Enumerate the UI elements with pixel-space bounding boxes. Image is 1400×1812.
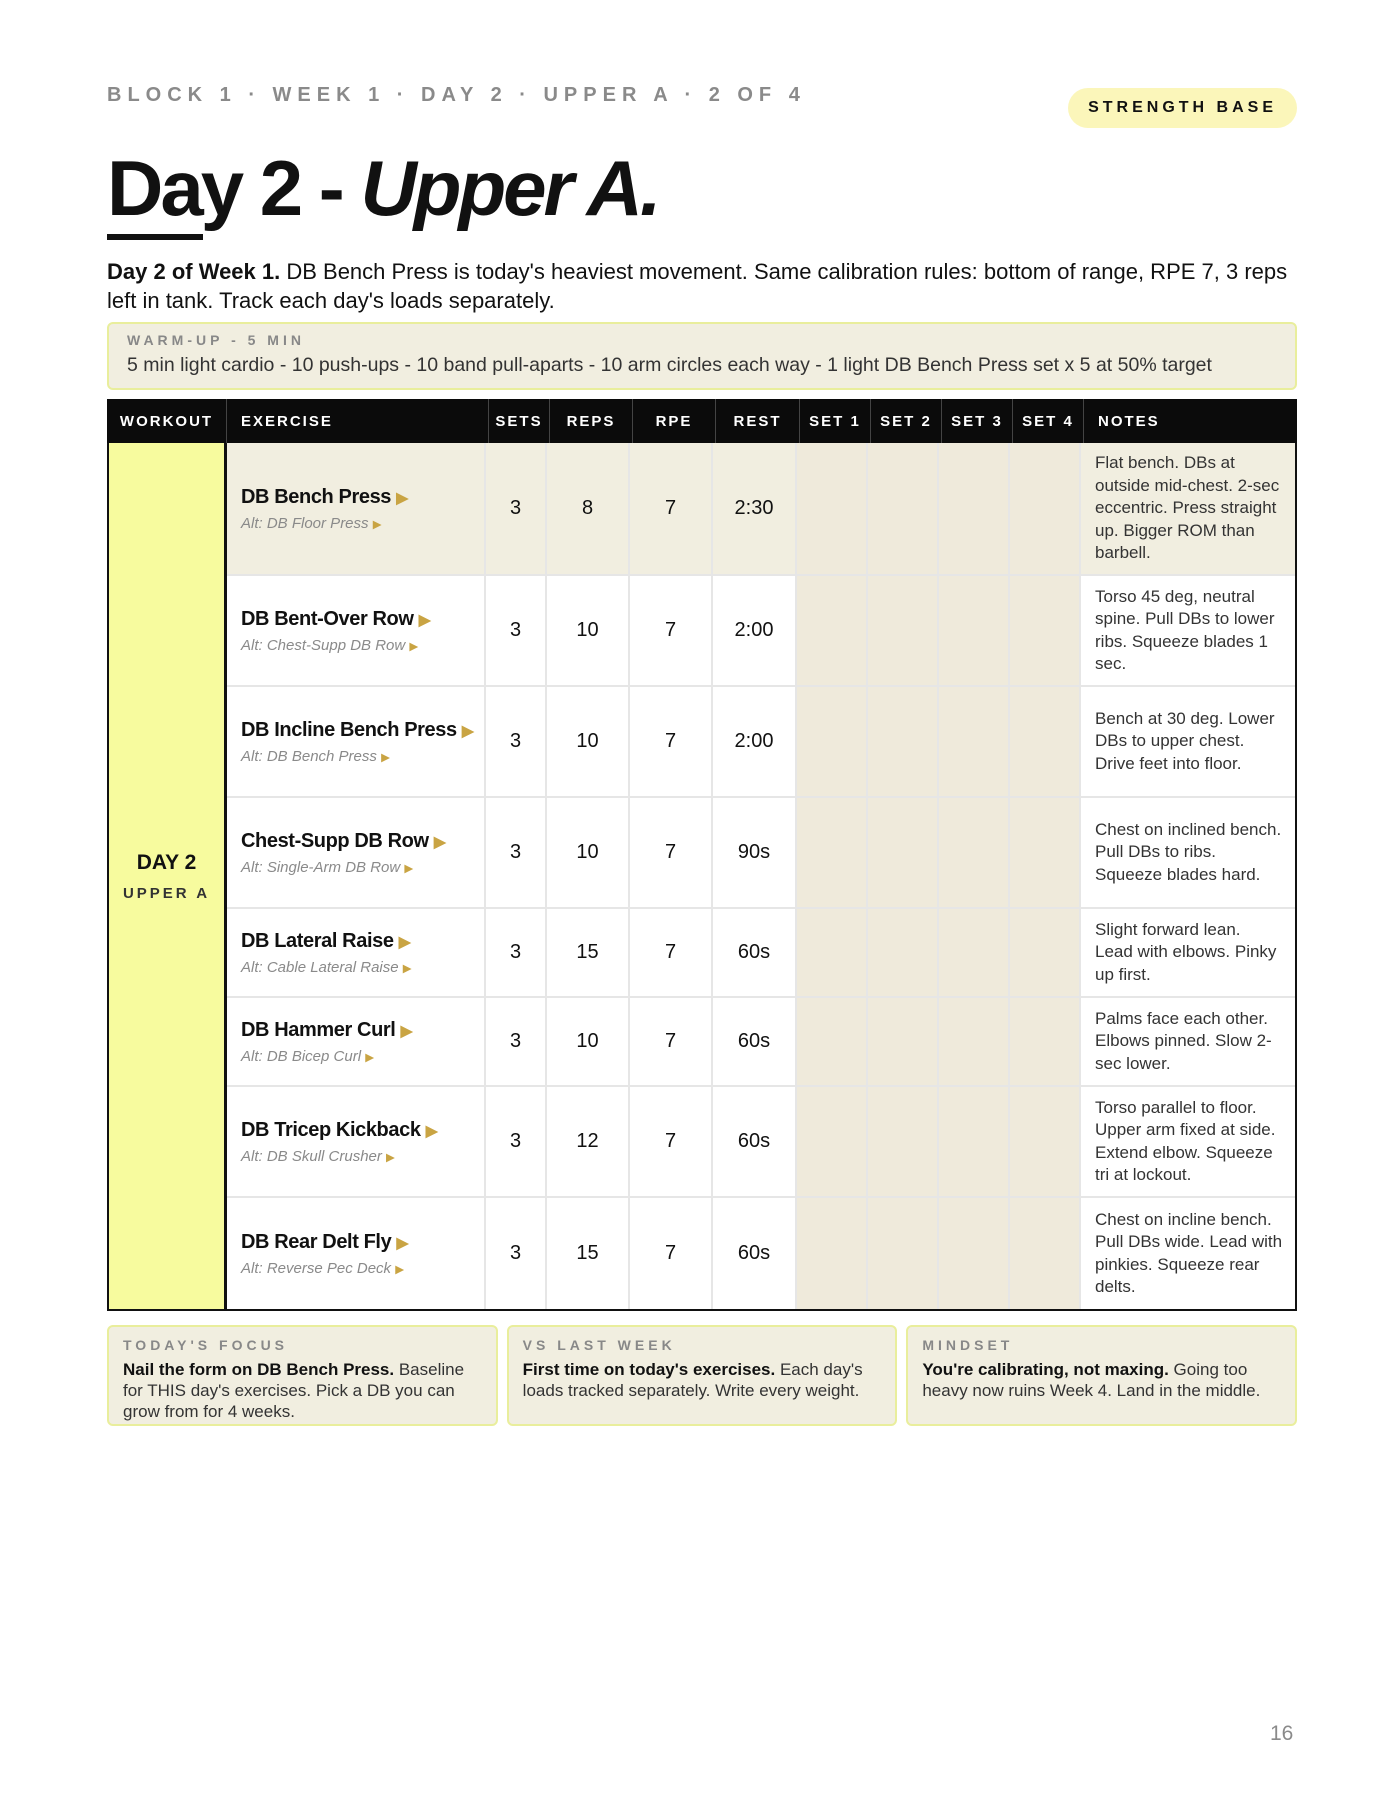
rest-value: 90s xyxy=(713,798,797,907)
set-1-log[interactable] xyxy=(797,1087,868,1196)
play-triangle-icon[interactable]: ▶ xyxy=(418,612,431,629)
table-header xyxy=(107,399,1297,443)
info-cards xyxy=(107,1325,1297,1426)
exercise-name-text: DB Rear Delt Fly xyxy=(241,1231,392,1253)
set-2-log[interactable] xyxy=(868,909,939,996)
play-triangle-icon[interactable]: ▶ xyxy=(425,1123,438,1140)
alternate-exercise-text: Alt: Single-Arm DB Row xyxy=(241,859,401,876)
sets-value: 3 xyxy=(486,443,547,574)
exercise-name-text: DB Lateral Raise xyxy=(241,930,394,952)
play-triangle-icon[interactable]: ▶ xyxy=(381,751,391,764)
card-text xyxy=(523,1359,882,1401)
alternate-exercise[interactable] xyxy=(241,748,390,765)
rpe-value: 7 xyxy=(630,443,713,574)
header-reps: REPS xyxy=(550,399,633,443)
day-cell xyxy=(107,443,227,1309)
exercise-name[interactable] xyxy=(241,929,410,955)
play-triangle-icon[interactable]: ▶ xyxy=(395,1263,405,1276)
set-2-log[interactable] xyxy=(868,798,939,907)
rpe-value: 7 xyxy=(630,798,713,907)
set-1-log[interactable] xyxy=(797,798,868,907)
exercise-name[interactable] xyxy=(241,1018,412,1044)
exercise-name-text: DB Hammer Curl xyxy=(241,1019,396,1041)
play-triangle-icon[interactable]: ▶ xyxy=(433,834,446,851)
title-italic: Upper A. xyxy=(360,144,659,232)
exercise-cell xyxy=(227,998,486,1085)
header-set-3: SET 3 xyxy=(942,399,1013,443)
sets-value: 3 xyxy=(486,1087,547,1196)
exercise-cell xyxy=(227,687,486,796)
exercise-name[interactable] xyxy=(241,718,474,744)
alternate-exercise[interactable] xyxy=(241,637,418,654)
card-body: Going too heavy now ruins Week 4. Land in the middle. xyxy=(922,1360,1261,1400)
card-lead: You're calibrating, not maxing. xyxy=(922,1360,1169,1379)
set-1-log[interactable] xyxy=(797,576,868,685)
play-triangle-icon[interactable]: ▶ xyxy=(396,490,408,507)
card-todays-focus xyxy=(107,1325,498,1426)
exercise-cell xyxy=(227,1198,486,1309)
exercise-name-text: Chest-Supp DB Row xyxy=(241,830,429,852)
page-title xyxy=(107,144,659,232)
exercise-cell xyxy=(227,1087,486,1196)
set-3-log[interactable] xyxy=(939,1087,1010,1196)
card-text xyxy=(922,1359,1281,1401)
play-triangle-icon[interactable]: ▶ xyxy=(402,962,412,975)
sets-value: 3 xyxy=(486,798,547,907)
set-2-log[interactable] xyxy=(868,576,939,685)
set-3-log[interactable] xyxy=(939,798,1010,907)
set-3-log[interactable] xyxy=(939,909,1010,996)
rest-value: 2:00 xyxy=(713,687,797,796)
set-4-log[interactable] xyxy=(1010,687,1081,796)
table-row xyxy=(227,687,1295,798)
set-4-log[interactable] xyxy=(1010,909,1081,996)
sets-value: 3 xyxy=(486,1198,547,1309)
card-body: Each day's loads tracked separately. Write every weight. xyxy=(522,1360,863,1400)
exercise-name[interactable] xyxy=(241,1230,408,1256)
rest-value: 2:30 xyxy=(713,443,797,574)
notes-cell: Slight forward lean. Lead with elbows. Pinky up first. xyxy=(1095,919,1277,984)
header-exercise: EXERCISE xyxy=(227,399,489,443)
exercise-name[interactable] xyxy=(241,485,408,511)
play-triangle-icon[interactable]: ▶ xyxy=(365,1051,375,1064)
exercise-cell xyxy=(227,576,486,685)
header-set-4: SET 4 xyxy=(1013,399,1084,443)
day-sub-label: UPPER A xyxy=(122,884,211,902)
rest-value: 60s xyxy=(713,909,797,996)
set-4-log[interactable] xyxy=(1010,1198,1081,1309)
alternate-exercise[interactable] xyxy=(241,515,382,532)
set-4-log[interactable] xyxy=(1010,576,1081,685)
rpe-value: 7 xyxy=(630,909,713,996)
table-row xyxy=(227,576,1295,687)
header-workout: WORKOUT xyxy=(107,399,227,443)
exercise-cell xyxy=(227,798,486,907)
set-3-log[interactable] xyxy=(939,576,1010,685)
set-4-log[interactable] xyxy=(1010,998,1081,1085)
set-1-log[interactable] xyxy=(797,998,868,1085)
reps-value: 10 xyxy=(547,998,630,1085)
header-rpe: RPE xyxy=(633,399,716,443)
rest-value: 2:00 xyxy=(713,576,797,685)
card-vs-last-week xyxy=(507,1325,898,1426)
exercise-name-text: DB Incline Bench Press xyxy=(241,719,457,741)
reps-value: 10 xyxy=(547,576,630,685)
play-triangle-icon[interactable]: ▶ xyxy=(404,862,414,875)
set-1-log[interactable] xyxy=(797,443,868,574)
program-badge: STRENGTH BASE xyxy=(1068,88,1297,128)
reps-value: 15 xyxy=(547,909,630,996)
day-label: DAY 2 xyxy=(136,850,197,874)
rpe-value: 7 xyxy=(630,1198,713,1309)
alternate-exercise[interactable] xyxy=(241,959,412,976)
card-body: Baseline for THIS day's exercises. Pick a DB you can grow from for 4 weeks. xyxy=(123,1360,465,1421)
breadcrumb: BLOCK 1 · WEEK 1 · DAY 2 · UPPER A · 2 OF 4 xyxy=(107,84,806,106)
exercise-name[interactable] xyxy=(241,1118,437,1144)
header-sets: SETS xyxy=(489,399,550,443)
exercise-rows xyxy=(227,443,1295,1309)
alternate-exercise-text: Alt: DB Skull Crusher xyxy=(241,1148,382,1165)
set-3-log[interactable] xyxy=(939,1198,1010,1309)
rpe-value: 7 xyxy=(630,1087,713,1196)
workout-table xyxy=(107,399,1297,1311)
alternate-exercise[interactable] xyxy=(241,1260,404,1277)
card-mindset xyxy=(906,1325,1297,1426)
set-1-log[interactable] xyxy=(797,909,868,996)
card-label: VS LAST WEEK xyxy=(522,1337,676,1353)
alternate-exercise-text: Alt: Cable Lateral Raise xyxy=(241,959,399,976)
reps-value: 10 xyxy=(547,798,630,907)
title-underline xyxy=(107,234,203,240)
table-row xyxy=(227,1198,1295,1309)
exercise-name-text: DB Tricep Kickback xyxy=(241,1119,421,1141)
alternate-exercise[interactable] xyxy=(241,859,413,876)
alternate-exercise-text: Alt: DB Floor Press xyxy=(241,515,369,532)
play-triangle-icon[interactable]: ▶ xyxy=(396,1235,409,1252)
card-label: MINDSET xyxy=(922,1337,1014,1353)
rest-value: 60s xyxy=(713,998,797,1085)
header-set-2: SET 2 xyxy=(871,399,942,443)
card-lead: Nail the form on DB Bench Press. xyxy=(123,1360,395,1379)
intro-lead: Day 2 of Week 1. xyxy=(107,259,281,284)
set-4-log[interactable] xyxy=(1010,1087,1081,1196)
notes-cell: Chest on inclined bench. Pull DBs to ribs. Squeeze blades hard. xyxy=(1095,819,1282,884)
set-2-log[interactable] xyxy=(868,998,939,1085)
alternate-exercise-text: Alt: Chest-Supp DB Row xyxy=(241,637,406,654)
warmup-box xyxy=(107,322,1297,390)
page-number: 16 xyxy=(1270,1722,1294,1745)
play-triangle-icon[interactable]: ▶ xyxy=(461,723,474,740)
notes-cell: Chest on incline bench. Pull DBs wide. Lead with pinkies. Squeeze rear delts. xyxy=(1095,1209,1283,1296)
reps-value: 12 xyxy=(547,1087,630,1196)
warmup-text: 5 min light cardio - 10 push-ups - 10 band pull-aparts - 10 arm circles each way - 1 light DB Bench Press set x 5 at 50% target xyxy=(127,354,1212,376)
header-notes: NOTES xyxy=(1098,412,1160,430)
sets-value: 3 xyxy=(486,998,547,1085)
card-text xyxy=(123,1359,482,1422)
sets-value: 3 xyxy=(486,909,547,996)
set-3-log[interactable] xyxy=(939,443,1010,574)
notes-cell: Torso parallel to floor. Upper arm fixed at side. Extend elbow. Squeeze tri at lockout. xyxy=(1095,1097,1276,1184)
table-body xyxy=(107,443,1297,1311)
alternate-exercise[interactable] xyxy=(241,1148,395,1165)
title-plain: Day 2 - xyxy=(107,144,361,232)
card-label: TODAY'S FOCUS xyxy=(123,1337,289,1353)
rest-value: 60s xyxy=(713,1198,797,1309)
exercise-cell xyxy=(227,909,486,996)
sets-value: 3 xyxy=(486,687,547,796)
alternate-exercise-text: Alt: DB Bicep Curl xyxy=(241,1048,362,1065)
table-row xyxy=(227,443,1295,576)
table-row xyxy=(227,909,1295,998)
exercise-name[interactable] xyxy=(241,829,445,855)
set-3-log[interactable] xyxy=(939,998,1010,1085)
set-2-log[interactable] xyxy=(868,1198,939,1309)
set-2-log[interactable] xyxy=(868,1087,939,1196)
rpe-value: 7 xyxy=(630,687,713,796)
warmup-label: WARM-UP - 5 MIN xyxy=(127,332,305,348)
exercise-cell xyxy=(227,443,486,574)
table-row xyxy=(227,798,1295,909)
rpe-value: 7 xyxy=(630,998,713,1085)
intro-paragraph xyxy=(107,257,1297,315)
play-triangle-icon[interactable]: ▶ xyxy=(386,1151,396,1164)
reps-value: 15 xyxy=(547,1198,630,1309)
header-rest: REST xyxy=(716,399,800,443)
card-lead: First time on today's exercises. xyxy=(522,1360,776,1379)
exercise-name[interactable] xyxy=(241,607,430,633)
alternate-exercise[interactable] xyxy=(241,1048,374,1065)
sets-value: 3 xyxy=(486,576,547,685)
rpe-value: 7 xyxy=(630,576,713,685)
set-1-log[interactable] xyxy=(797,1198,868,1309)
alternate-exercise-text: Alt: DB Bench Press xyxy=(241,748,377,765)
set-2-log[interactable] xyxy=(868,443,939,574)
exercise-name-text: DB Bent-Over Row xyxy=(241,608,414,630)
reps-value: 8 xyxy=(547,443,630,574)
exercise-name-text: DB Bench Press xyxy=(241,486,392,508)
set-4-log[interactable] xyxy=(1010,443,1081,574)
set-4-log[interactable] xyxy=(1010,798,1081,907)
play-triangle-icon[interactable]: ▶ xyxy=(400,1023,413,1040)
notes-cell: Bench at 30 deg. Lower DBs to upper chest. Drive feet into floor. xyxy=(1095,708,1275,773)
header-set-1: SET 1 xyxy=(800,399,871,443)
rest-value: 60s xyxy=(713,1087,797,1196)
play-triangle-icon[interactable]: ▶ xyxy=(398,934,411,951)
set-1-log[interactable] xyxy=(797,687,868,796)
notes-cell: Flat bench. DBs at outside mid-chest. 2-sec eccentric. Press straight up. Bigger ROM than barbell. xyxy=(1095,453,1280,563)
alternate-exercise-text: Alt: Reverse Pec Deck xyxy=(241,1260,392,1277)
notes-cell: Torso 45 deg, neutral spine. Pull DBs to lower ribs. Squeeze blades 1 sec. xyxy=(1095,586,1275,673)
intro-body: DB Bench Press is today's heaviest movement. Same calibration rules: bottom of range, RPE 7, 3 reps left in tank. Track each day's loads separately. xyxy=(107,259,1288,313)
table-row xyxy=(227,1087,1295,1198)
set-2-log[interactable] xyxy=(868,687,939,796)
play-triangle-icon[interactable]: ▶ xyxy=(409,640,419,653)
play-triangle-icon[interactable]: ▶ xyxy=(372,518,382,531)
reps-value: 10 xyxy=(547,687,630,796)
set-3-log[interactable] xyxy=(939,687,1010,796)
notes-cell: Palms face each other. Elbows pinned. Slow 2-sec lower. xyxy=(1095,1008,1272,1073)
table-row xyxy=(227,998,1295,1087)
